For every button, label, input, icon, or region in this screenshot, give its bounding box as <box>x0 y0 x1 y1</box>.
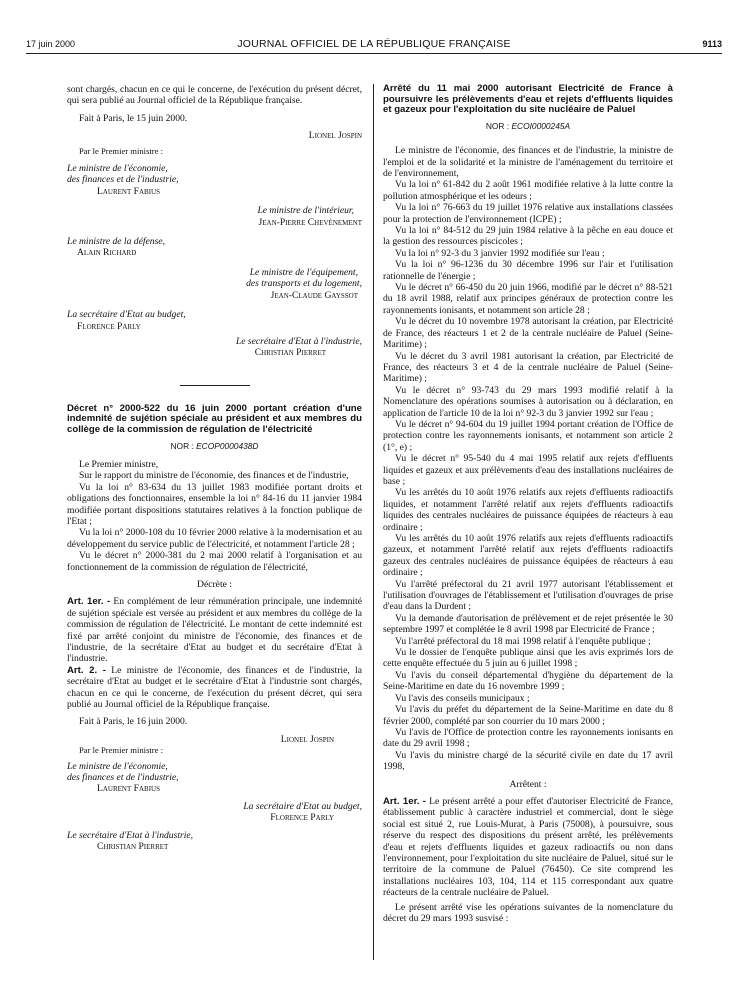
visa-list <box>383 179 673 772</box>
visa: Vu les arrêtés du 10 août 1976 relatifs aux rejets d'effluents radioactifs gazeux, et notamment l'arrêté relatif aux rejets d'effluents radioactifs gazeux des centrales nucléaires de puissance équipées de réacteurs à eau ordinaire ; <box>383 533 673 579</box>
signatory-by: Par le Premier ministre : <box>79 745 164 756</box>
visa: Vu la loi n° 96-1236 du 30 décembre 1996 sur l'air et l'utilisation rationnelle de l'énergie ; <box>383 259 673 282</box>
arrete-title: Arrêté du 11 mai 2000 autorisant Electricité de France à poursuivre les prélèvements d'eau et rejets d'effluents liquides et gazeux pour l'exploitation du site nucléaire de Paluel <box>383 83 673 116</box>
left-column <box>67 84 362 853</box>
visa: Vu le décret n° 95-540 du 4 mai 1995 relatif aux rejets d'effluents liquides et gazeux et aux prélèvements d'eau des installations nucléaires de base ; <box>383 453 673 487</box>
minister-name: Laurent Fabius <box>97 185 160 197</box>
article-label: Art. 1er. - <box>67 596 111 608</box>
visa: Vu le décret n° 93-743 du 29 mars 1993 modifié relatif à la Nomenclature des opérations soumises à autorisation ou à déclaration, en application de l'article 10 de la loi n° 92-3 du 3 janvier 1992 sur l'eau ; <box>383 384 673 419</box>
minister-name: Alain Richard <box>77 247 137 259</box>
visa: Vu le décret du 10 novembre 1978 autorisant la création, par Electricité de France, des réacteurs 1 et 2 de la centrale nucléaire de Paluel (Seine-Maritime) ; <box>383 316 673 351</box>
visa: Vu la loi n° 76-663 du 19 juillet 1976 relative aux installations classées pour la protection de l'environnement (ICPE) ; <box>383 202 673 225</box>
visa: Vu le décret n° 66-450 du 20 juin 1966, modifié par le décret n° 88-521 du 18 avril 1988, relatif aux principes généraux de protection contre les rayonnements ionisants, et notamment son article 28 ; <box>383 282 673 316</box>
article-1 <box>67 596 362 664</box>
visa: Vu la loi n° 92-3 du 3 janvier 1992 modifiée sur l'eau ; <box>395 247 605 259</box>
visa: Vu l'avis de l'Office de protection contre les rayonnements ionisants en date du 29 avril 1998 ; <box>383 726 673 750</box>
signatory-name: Lionel Jospin <box>308 130 362 142</box>
visa: Vu la demande d'autorisation de prélèvement et de rejet présentée le 30 septembre 1997 et complétée le 8 avril 1998 par Electricité de France ; <box>383 612 673 636</box>
journal-title: JOURNAL OFFICIEL DE LA RÉPUBLIQUE FRANÇAISE <box>237 38 511 50</box>
visa: Sur le rapport du ministre de l'économie, des finances et de l'industrie, <box>79 470 349 482</box>
visa: Vu le dossier de l'enquête publique ainsi que les avis exprimés lors de cette enquête effectuée du 5 juin au 6 juillet 1998 ; <box>383 647 673 670</box>
minister-title: Le ministre de l'équipement, <box>249 266 358 278</box>
visa: Vu le décret n° 94-604 du 19 juillet 1994 portant création de l'Office de protection contre les rayonnements ionisants, et notamment son article 2 (1°, e) ; <box>383 418 673 453</box>
nor-code: ECOI0000245A <box>511 120 571 131</box>
article-label: Art. 1er. - <box>383 795 426 807</box>
minister-name: Laurent Fabius <box>97 783 160 795</box>
minister-title: Le ministre de la défense, <box>67 236 165 248</box>
final-paragraph: Le présent arrêté vise les opérations suivantes de la nomenclature du décret du 29 mars 1993 susvisé : <box>383 901 673 924</box>
article-1 <box>383 796 673 899</box>
visa: Vu les arrêtés du 10 août 1976 relatifs aux rejets d'effluents radioactifs liquides, et notamment l'arrêté relatif aux rejets d'effluents radioactifs liquides des centrales nucléaires de puissance équipées de réacteurs à eau ordinaire ; <box>383 487 673 533</box>
premier-ministre: Le Premier ministre, <box>79 458 159 470</box>
visa: Vu l'arrêté préfectoral du 18 mai 1998 relatif à l'enquête publique ; <box>395 635 651 647</box>
header-date: 17 juin 2000 <box>26 39 76 49</box>
visa: Vu le décret n° 2000-381 du 2 mai 2000 relatif à l'organisation et au fonctionnement de la commission de régulation de l'électricité, <box>67 550 362 573</box>
minister-title: La secrétaire d'Etat au budget, <box>67 309 186 321</box>
right-column <box>383 84 673 924</box>
article-text: En complément de leur rémunération principale, une indemnité de sujétion spéciale est versée au président et aux membres du collège de la commission de régulation de l'électricité. Le montant de cette indemnité est fixé par arrêté conjoint du ministre de l'économie, des finances et de l'industrie, de la secrétaire d'Etat au budget et du secrétaire d'Etat à l'industrie. <box>67 596 362 665</box>
minister-name: Christian Pierret <box>254 347 326 359</box>
article-text: Le ministre de l'économie, des finances et de l'industrie, la secrétaire d'Etat au budget et le secrétaire d'Etat à l'industrie sont chargés, chacun en ce qui le concerne, de l'exécution du présent décret, qui sera publié au Journal officiel de la République française. <box>67 664 362 711</box>
minister-title: Le ministre de l'intérieur, <box>257 205 354 217</box>
nor-label: NOR : <box>170 440 194 451</box>
page-header <box>26 37 722 54</box>
separator-rule <box>180 385 250 386</box>
visa: Vu l'avis du ministre chargé de la sécurité civile en date du 17 avril 1998, <box>383 749 673 773</box>
signatory-name: Lionel Jospin <box>280 733 334 745</box>
visa: Vu la loi n° 83-634 du 13 juillet 1983 modifiée portant droits et obligations des fonctionnaires, ensemble la loi n° 84-16 du 11 janvier 1984 modifiée portant dispositions statutaires relatives à la fonction publique de l'Etat ; <box>67 481 362 527</box>
minister-name: Florence Parly <box>77 320 141 332</box>
minister-title: Le ministre de l'économie, <box>67 163 168 175</box>
minister-title: Le ministre de l'économie, <box>67 760 168 772</box>
visa: Vu l'arrêté préfectoral du 21 avril 1977 autorisant l'établissement et l'utilisation d'ouvrages de l'établissement et l'utilisation d'ouvrages de prise d'eau dans la Durdent ; <box>383 578 673 613</box>
page-number: 9113 <box>702 39 722 49</box>
visa: Vu la loi n° 2000-108 du 10 février 2000 relative à la modernisation et au développement du service public de l'électricité, et notamment l'article 28 ; <box>67 527 362 550</box>
visa: Vu la loi n° 61-842 du 2 août 1961 modifiée relative à la lutte contre la pollution atmosphérique et les odeurs ; <box>383 179 673 202</box>
minister-name: Christian Pierret <box>97 841 169 853</box>
nor-label: NOR : <box>485 120 510 131</box>
signature-place: Fait à Paris, le 15 juin 2000. <box>79 112 188 124</box>
article-text: Le présent arrêté a pour effet d'autoriser Electricité de France, établissement public à caractère industriel et commercial, dont le siège social est situé 2, rue Louis-Murat, à Paris (75008), à poursuivre, sous réserve du respect des dispositions du présent arrêté, les prélèvements d'eau et rejets d'effluents liquides et gazeux radioactifs ou non dans l'environnement, pour l'exploitation du site nucléaire de Paluel, situé sur le territoire de la commune de Paluel (76450). Ce site comprend les installations nucléaires 103, 104, 114 et 115 correspondant aux quatre réacteurs de la centrale nucléaire de Paluel. <box>383 795 673 899</box>
visa: Vu l'avis du conseil départemental d'hygiène du département de la Seine-Maritime en date du 16 novembre 1999 ; <box>383 669 673 693</box>
decree-title: Décret n° 2000-522 du 16 juin 2000 portant création d'une indemnité de sujétion spéciale au président et aux membres du collège de la commission de régulation de l'électricité <box>67 402 362 435</box>
minister-title: des finances et de l'industrie, <box>67 174 179 186</box>
nor-reference <box>67 441 362 452</box>
visa: Vu la loi n° 84-512 du 29 juin 1984 relative à la pêche en eau douce et la gestion des ressources piscicoles ; <box>383 225 673 248</box>
article-label: Art. 2. - <box>67 664 106 676</box>
arretent-heading: Arrêtent : <box>509 778 547 790</box>
arrete-intro: Le ministre de l'économie, des finances et de l'industrie, la ministre de l'emploi et de la solidarité et la ministre de l'aménagement du territoire et de l'environnement, <box>383 145 673 179</box>
minister-name: Jean-Pierre Chevènement <box>258 216 362 228</box>
decrete-heading: Décrète : <box>197 578 232 590</box>
minister-title: Le secrétaire d'Etat à l'industrie, <box>67 829 194 841</box>
signature-place: Fait à Paris, le 16 juin 2000. <box>79 716 188 728</box>
minister-name: Florence Parly <box>270 812 334 824</box>
minister-title: des transports et du logement, <box>246 278 362 290</box>
article-2 <box>67 665 362 711</box>
signatory-by: Par le Premier ministre : <box>79 145 164 156</box>
minister-title: La secrétaire d'Etat au budget, <box>243 800 362 812</box>
nor-reference <box>383 121 673 132</box>
visa: Vu l'avis des conseils municipaux ; <box>395 692 530 704</box>
minister-title: Le secrétaire d'Etat à l'industrie, <box>235 335 362 347</box>
minister-title: des finances et de l'industrie, <box>67 772 179 784</box>
minister-name: Jean-Claude Gayssot <box>270 289 358 301</box>
nor-code: ECOP0000438D <box>196 440 259 451</box>
column-divider <box>373 84 374 960</box>
intro-paragraph: sont chargés, chacun en ce qui le concerne, de l'exécution du présent décret, qui sera publié au Journal officiel de la République française. <box>67 84 362 107</box>
visa: Vu l'avis du préfet du département de la Seine-Maritime en date du 8 février 2000, complété par son courrier du 10 mars 2000 ; <box>383 704 673 727</box>
visa: Vu le décret du 3 avril 1981 autorisant la création, par Electricité de France, des réacteurs 3 et 4 de la centrale nucléaire de Paluel (Seine-Maritime) ; <box>383 350 673 385</box>
